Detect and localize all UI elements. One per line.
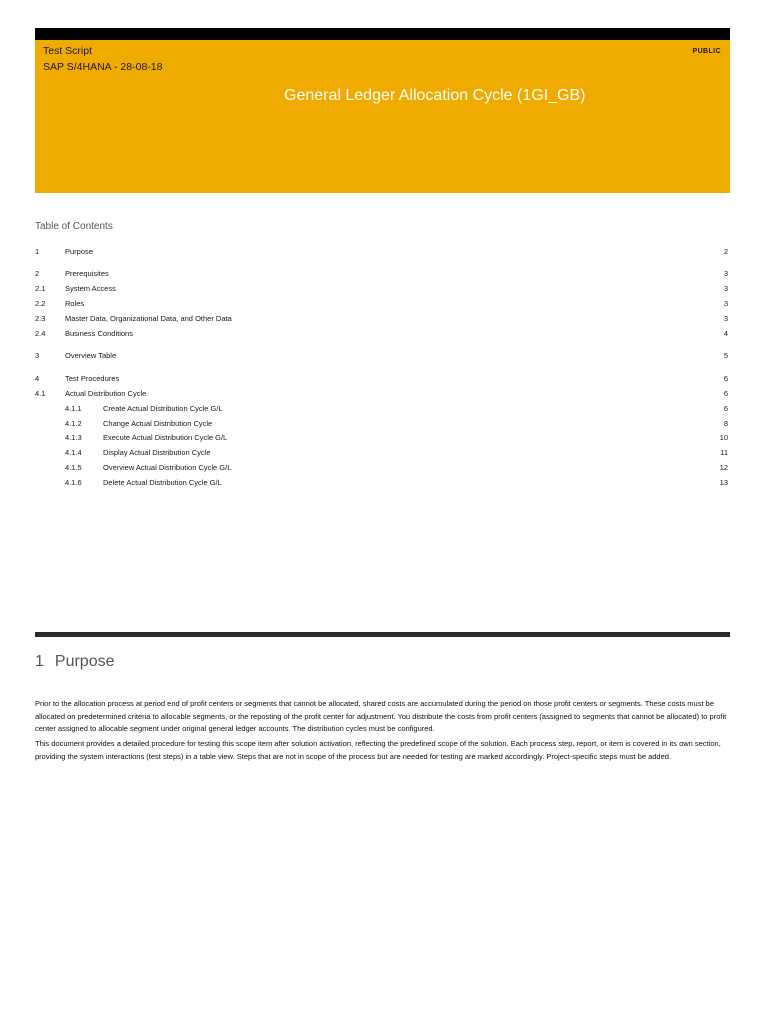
toc-entry-test-procedures[interactable] <box>35 372 728 387</box>
section-body <box>35 698 728 763</box>
section-divider <box>35 632 730 637</box>
section-number: 1 <box>35 653 44 670</box>
toc-entry-label: Execute Actual Distribution Cycle G/L <box>103 433 228 443</box>
toc-entry-page: 6 <box>723 403 728 413</box>
toc-entry-label: Display Actual Distribution Cycle <box>103 448 211 458</box>
toc-entry-master-data[interactable] <box>35 312 728 327</box>
toc-entry-number: 2.4 <box>35 328 46 338</box>
toc-entry-roles[interactable] <box>35 297 728 312</box>
toc-entry-label: Business Conditions <box>65 328 133 338</box>
product-and-date: SAP S/4HANA - 28-08-18 <box>43 61 163 73</box>
toc-entry-number: 3 <box>35 351 40 361</box>
toc-entry-number: 4.1.6 <box>65 477 82 487</box>
toc-entry-number: 4.1.2 <box>65 418 82 428</box>
toc-entry-business-conditions[interactable] <box>35 327 728 342</box>
toc-entry-overview-cycle[interactable] <box>35 461 728 476</box>
toc-entry-purpose[interactable] <box>35 245 728 260</box>
toc-entry-create-cycle[interactable] <box>35 402 728 417</box>
toc-entry-label: Test Procedures <box>65 374 120 384</box>
toc-entry-label: Create Actual Distribution Cycle G/L <box>103 403 223 413</box>
toc-entry-number: 2 <box>35 269 40 279</box>
toc-heading: Table of Contents <box>35 221 113 232</box>
toc-entry-page: 12 <box>719 462 728 472</box>
toc-entry-display-cycle[interactable] <box>35 446 728 461</box>
toc-entry-page: 6 <box>723 374 728 384</box>
toc-entry-number: 4.1 <box>35 388 46 398</box>
toc-entry-page: 6 <box>723 388 728 398</box>
toc-entry-label: Prerequisites <box>65 269 109 279</box>
toc-entry-label: Change Actual Distribution Cycle <box>103 418 213 428</box>
toc-entry-number: 1 <box>35 246 40 256</box>
toc-entry-actual-distribution-cycle[interactable] <box>35 387 728 402</box>
toc-entry-page: 2 <box>723 246 728 256</box>
toc-entry-number: 2.2 <box>35 298 46 308</box>
toc-entry-label: Actual Distribution Cycle <box>65 388 147 398</box>
toc-group <box>35 267 728 341</box>
toc-entry-page: 3 <box>723 298 728 308</box>
toc-entry-change-cycle[interactable] <box>35 417 728 432</box>
toc-entry-page: 13 <box>719 477 728 487</box>
body-paragraph: This document provides a detailed procedure for testing this scope item after solution activation, reflecting the predefined scope of the solution. Each process step, report, or item is covered in its own section, providing the system interactions (test steps) in a table view. Steps that are not in scope of the process but are needed for testing are marked accordingly. Project-specific steps must be added. <box>35 739 721 761</box>
toc-entry-page: 3 <box>723 269 728 279</box>
toc-entry-prerequisites[interactable] <box>35 267 728 282</box>
toc-entry-page: 4 <box>723 328 728 338</box>
toc-entry-label: Roles <box>65 298 85 308</box>
toc-entry-delete-cycle[interactable] <box>35 476 728 491</box>
toc-entry-execute-cycle[interactable] <box>35 431 728 446</box>
toc-entry-page: 3 <box>723 313 728 323</box>
section-title: Purpose <box>54 653 115 670</box>
toc-entry-label: Overview Actual Distribution Cycle G/L <box>103 462 232 472</box>
toc-entry-number: 4.1.3 <box>65 433 82 443</box>
toc-entry-label: Master Data, Organizational Data, and Other Data <box>65 313 232 323</box>
toc-entry-label: Purpose <box>65 246 93 256</box>
toc-entry-page: 3 <box>723 284 728 294</box>
toc-entry-number: 2.1 <box>35 284 46 294</box>
toc-entry-number: 2.3 <box>35 313 46 323</box>
toc-entry-number: 4.1.4 <box>65 448 82 458</box>
classification-label: PUBLIC <box>692 47 721 55</box>
section-heading <box>35 652 115 672</box>
toc-group <box>35 349 728 364</box>
header-top-rule <box>35 28 730 40</box>
toc-entry-number: 4 <box>35 374 40 384</box>
toc-entry-number: 4.1.1 <box>65 403 82 413</box>
toc-entry-page: 5 <box>723 351 728 361</box>
toc-entry-label: Delete Actual Distribution Cycle G/L <box>103 477 222 487</box>
body-paragraph: Prior to the allocation process at period end of profit centers or segments that cannot be allocated, shared costs are accumulated during the period on those profit centers or segments. These costs must be allocated on predetermined criteria to allocable segments, or the reposting of the profit center for adjustment. You distribute the costs from profit centers (assigned to segments that cannot be allocated) to profit center assigned to allocable segment under original general ledger accounts. The distribution cycles must be configured. <box>35 699 727 733</box>
toc-entry-overview-table[interactable] <box>35 349 728 364</box>
toc-entry-number: 4.1.5 <box>65 462 82 472</box>
toc-entry-label: System Access <box>65 284 116 294</box>
header-band <box>35 40 730 193</box>
document-type: Test Script <box>43 45 93 57</box>
document-title: General Ledger Allocation Cycle (1GI_GB) <box>284 86 586 104</box>
toc-group <box>35 372 728 490</box>
table-of-contents <box>35 245 728 491</box>
toc-entry-page: 8 <box>723 418 728 428</box>
toc-entry-label: Overview Table <box>65 351 117 361</box>
toc-entry-page: 11 <box>720 448 728 458</box>
toc-group <box>35 245 728 260</box>
toc-entry-page: 10 <box>719 433 728 443</box>
toc-entry-system-access[interactable] <box>35 282 728 297</box>
